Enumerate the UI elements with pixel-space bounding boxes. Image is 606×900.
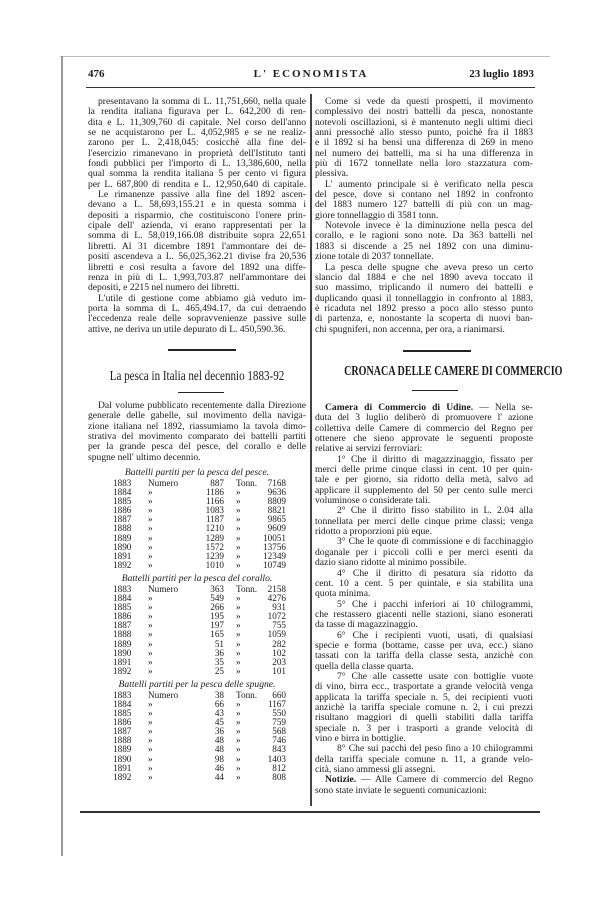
text-line: 2° Che il diritto fisso stabilito in L. 2.04 alla [337,506,533,517]
text-line: slancio dal 1884 e che nel 1890 aveva toccato il [315,272,533,283]
article-intro [88,401,306,463]
column-divider [310,94,312,806]
text-line: spugne nell' ultimo decennio. [88,452,201,463]
page-number: 476 [88,68,105,80]
cell-numero-label: » [148,514,153,525]
text-line: corallo, e le ragioni sono note. Da 363 battelli nel [315,231,533,242]
text-line-content: — Alle Camere di commercio del Regno [356,775,533,786]
cell-tonnage: 1059 [267,629,286,640]
cell-tonn-label: » [236,559,241,570]
cell-year: 1887 [113,726,132,737]
paragraph [315,775,533,796]
cell-numero-label: » [148,620,153,631]
cell-numero-label: » [148,638,153,649]
list-item [315,537,533,568]
cell-tonnage: 9609 [267,523,286,534]
text-line: ridotto a proporzioni più eque. [315,527,432,538]
cell-boat-count: 45 [214,717,224,728]
text-line: 4° Che il diritto di pesatura sia ridotto da [337,568,533,579]
text-line: 1° Che il diritto di magazzinaggio, fissato per [337,454,533,465]
text-line: per L. 687,800 di rendita e L. 12,950,640 di capitale. [88,179,306,190]
cell-boat-count: 44 [214,771,224,782]
text-line: qual somma la rendita italiana 5 per cento vi figura [88,169,306,180]
text-line: sono state inviate le seguenti comunicazioni: [315,785,487,796]
text-line: chi spugniferi, non accenna, per ora, a rianimarsi. [315,324,505,335]
text-line: dita e L. 11,309,760 di capitale. Nel corso dell'anno [88,117,306,128]
cell-tonnage: 759 [272,717,286,728]
cell-boat-count: 36 [214,726,224,737]
cell-tonn-label: » [236,523,241,534]
cell-tonnage: 568 [272,726,286,737]
text-line: 8° Che sui pacchi del peso fino a 10 chilogrammi [337,744,533,755]
cell-year: 1889 [113,638,132,649]
text-line: suo massimo, triplicando il numero dei battelli e [315,283,533,294]
lead-heading: Camera di Commercio di Udine. [325,403,474,413]
cell-tonn-label: » [236,735,241,746]
cell-boat-count: 48 [214,744,224,755]
cell-year: 1887 [113,620,132,631]
text-line: quota minima. [315,589,371,600]
running-header [88,68,534,82]
fishing-tables [88,467,306,782]
text-line: depositi, e 2215 nel numero dei libretti. [88,283,240,294]
paragraph [88,294,306,335]
text-line: duta del 3 luglio deliberò di promuovere l' azione [315,413,533,424]
list-item [315,569,533,600]
text-line: la rendita italiana figurava per L. 642,200 di ren- [88,107,306,118]
cell-boat-count: 195 [210,611,224,622]
text-line: zione totale di 2037 tonnellate. [315,252,434,263]
cell-boat-count: 1572 [205,541,224,552]
cell-tonnage: 2158 [267,583,286,594]
text-line: più di 1672 tonnellate nella loro stazzatura com- [315,159,533,170]
cell-numero-label: » [148,762,153,773]
cell-year: 1889 [113,532,132,543]
list-item [315,672,533,744]
left-column-continued-text [88,97,306,335]
cell-boat-count: 1166 [205,496,224,507]
text-line: specie e forma (bottame, casse per uva, ecc.) siano [315,640,533,651]
cell-tonnage: 1403 [267,753,286,764]
cell-tonn-label: » [236,656,241,667]
text-line-content: — Nella se- [473,403,533,413]
right-column-text [315,97,533,335]
table-caption: Battelli partiti per la pesca del pesce. [124,467,270,478]
text-line: l'esercizio rimanevano in proprietà dell'Istituto tanti [88,148,306,159]
cell-numero-label: » [148,665,153,676]
table-caption: Battelli partiti per la pesca delle spugne. [118,678,276,690]
list-item [315,455,533,507]
text-line: zione italiana nel 1892, riassumiamo la tavola dimo- [88,421,306,432]
cell-tonnage: 9636 [267,487,286,498]
cell-tonn-label: » [236,487,241,498]
cell-boat-count: 36 [214,647,224,658]
cell-tonn-label: » [236,717,241,728]
data-table [88,679,306,782]
cell-tonnage: 10051 [263,532,286,543]
cell-boat-count: 38 [214,689,224,700]
cell-tonnage: 843 [272,744,286,755]
cell-boat-count: 98 [214,753,224,764]
cell-tonn-label: » [236,638,241,649]
cell-year: 1892 [113,665,132,676]
cell-year: 1889 [113,744,132,755]
cell-tonn-label: Tonn. [236,689,258,700]
text-line: è ricaduta nel 1892 presso a poco allo stesso punto [315,303,533,314]
text-line: La pesca delle spugne che aveva preso un certo [325,262,533,273]
cell-boat-count: 363 [210,583,224,594]
text-line: 6° Che i recipienti vuoti, usati, di qualsiasi [337,630,533,641]
text-line: porta la somma di L. 465,494.17, da cui detraendo [88,303,306,314]
cell-tonn-label: » [236,611,241,622]
section-rule [168,349,236,351]
cell-year: 1890 [113,541,132,552]
cell-tonn-label: » [236,602,241,613]
cell-year: 1888 [113,735,132,746]
cell-tonnage: 808 [272,771,286,782]
cell-numero-label: » [148,717,153,728]
cell-boat-count: 43 [214,708,224,719]
text-line: Le rimanenze passive alla fine del 1892 ascen- [98,190,306,201]
cell-boat-count: 1289 [205,532,224,543]
list-item [315,631,533,672]
text-line [315,775,533,785]
cell-numero-label: » [148,708,153,719]
cell-tonn-label: » [236,726,241,737]
cell-numero-label: » [148,647,153,658]
table-row [88,773,306,782]
text-line: tonnellata per merci delle cinque prime classi; venga [315,516,533,527]
cell-year: 1891 [113,762,132,773]
text-line: se ne acquistarono per L. 4,052,985 e se ne realiz- [88,128,306,139]
cell-year: 1886 [113,505,132,516]
text-line: notevoli oscillazioni, si è mantenuto negli ultimi dieci [315,117,533,128]
cell-tonn-label: » [236,708,241,719]
text-line: cipale dell' azienda, vi erano rappresentati per la [88,221,306,232]
cell-numero-label: » [148,698,153,709]
cell-numero-label: » [148,496,153,507]
cell-year: 1883 [113,689,132,700]
text-line: di vino, birra ecc., trasportate a grande velocità venga [315,682,533,693]
cell-year: 1892 [113,771,132,782]
text-line: libretti. Al 31 dicembre 1891 l'ammontare dei de- [88,241,306,252]
cell-boat-count: 165 [210,629,224,640]
text-line: risultano maggiori di quelli stabiliti dalla tariffa [315,713,533,724]
text-line: dazio siano ridotte al minimo possibile. [315,558,467,569]
journal-title: L' ECONOMISTA [253,68,369,80]
text-line: del 1883 numero 127 battelli di più con un mag- [315,200,533,211]
text-line: 1883 si discende a 25 nel 1892 con una diminu- [315,241,533,252]
lead-heading: Notizie. [325,775,357,786]
text-line: complessivo dei nostri battelli da pesca, nonostante [315,107,533,118]
cell-year: 1890 [113,647,132,658]
table-row [88,561,306,570]
text-line: che restassero giacenti nelle stazioni, siano esonerati [315,609,533,620]
chamber-of-commerce-section [315,403,533,796]
paragraph [315,263,533,335]
cell-tonnage: 1167 [267,698,286,709]
list-item [315,600,533,631]
cell-boat-count: 1210 [205,523,224,534]
cell-tonn-label: » [236,762,241,773]
cell-tonn-label: » [236,744,241,755]
cell-numero-label: » [148,532,153,543]
cell-boat-count: 51 [214,638,224,649]
text-line: L'utile di gestione come abbiamo già veduto im- [98,293,306,304]
section-title: CRONACA DELLE CAMERE DI COMMERCIO [344,364,563,379]
text-line: per la grande pesca del pesce, del corallo e delle [88,442,306,453]
text-line: strativa del movimento comparato dei battelli partiti [88,432,306,443]
cell-tonnage: 550 [272,708,286,719]
cell-tonnage: 12349 [263,550,286,561]
cell-boat-count: 1186 [205,487,224,498]
paragraph [315,180,533,221]
text-line: fondi pubblici per l'importo di L. 13,386,600, nella [88,159,306,170]
cell-tonnage: 8821 [267,505,286,516]
cell-tonn-label: » [236,505,241,516]
cell-year: 1888 [113,629,132,640]
cell-tonn-label: » [236,647,241,658]
text-line: L' aumento principale si è verificato nella pesca [325,179,533,190]
text-line: e il 1892 si ha bensì una differenza di 269 in meno [315,138,533,149]
text-line: giore tonnellaggio di 3581 tonn. [315,210,439,221]
text-line: tassati con la tariffa della classe sesta, anzichè con [315,651,533,662]
cell-tonnage: 755 [272,620,286,631]
text-line: della tariffa speciale comune n. 11, a grande velo- [315,754,533,765]
text-line: da tasse di magazzinaggio. [315,620,418,631]
cell-year: 1885 [113,602,132,613]
cell-tonnage: 660 [272,689,286,700]
cell-boat-count: 266 [210,602,224,613]
cell-tonnage: 1072 [267,611,286,622]
text-line: del pesce, dove si contano nel 1892 in confronto [315,190,533,201]
cell-boat-count: 1187 [205,514,224,525]
cell-tonn-label: Tonn. [236,583,258,594]
text-line: di partenza, e, nonostante la scoperta di nuovi ban- [315,314,533,325]
list-item [315,506,533,537]
cell-year: 1883 [113,583,132,594]
text-line: l'eccedenza reale delle sopravvenienze passive sulle [88,314,306,325]
cell-tonn-label: » [236,665,241,676]
text-line: applicata la tariffa speciale n. 5, dei recipienti vuoti [315,692,533,703]
text-line: presentavano la somma di L. 11,751,660, nella quale [98,97,306,107]
text-line: attive, ne deriva un utile depurato di L. 450,590.36. [88,324,286,335]
cell-tonnage: 102 [272,647,286,658]
paragraph [315,221,533,262]
text-line: depositi a risparmio, che costituiscono l'onere prin- [88,210,306,221]
cell-tonnage: 7168 [267,478,286,488]
cell-numero-label: » [148,505,153,516]
page-edge-left [61,56,63,856]
cell-year: 1883 [113,478,132,488]
cell-numero-label: » [148,753,153,764]
cell-tonn-label: » [236,514,241,525]
cell-tonn-label: » [236,532,241,543]
cell-numero-label: » [148,611,153,622]
cell-tonnage: 13756 [263,541,286,552]
text-line: plessiva. [315,169,349,180]
paragraph [88,190,306,293]
data-table [88,467,306,570]
text-line: anni pressochè allo stesso punto, poichè fra il 1883 [315,128,533,139]
cell-tonn-label: » [236,541,241,552]
text-line: Notevole invece è la diminuzione nella pesca del [325,221,533,232]
text-line: 3° Che le quote di commissione e di facchinaggio [337,537,533,548]
cell-tonnage: 8809 [267,496,286,507]
text-line: Come si vede da questi prospetti, il movimento [325,97,533,107]
cell-numero-label: » [148,593,153,604]
cell-numero-label: » [148,559,153,570]
cell-year: 1885 [113,496,132,507]
paragraph [315,403,533,455]
section-rule-right [403,350,471,352]
cell-year: 1884 [113,593,132,604]
cell-tonnage: 101 [272,665,286,676]
text-line [315,403,533,413]
page-edge-top [60,56,550,57]
cell-tonn-label: » [236,753,241,764]
cell-boat-count: 1239 [205,550,224,561]
text-line: collettiva delle Camere di commercio del Regno per [315,423,533,434]
cell-boat-count: 48 [214,735,224,746]
cell-year: 1891 [113,656,132,667]
cell-boat-count: 25 [214,665,224,676]
cell-boat-count: 1010 [205,559,224,570]
cell-numero-label: » [148,656,153,667]
paragraph [88,97,306,190]
text-line: cent. 10 a cent. 5 per quintale, e sia stabilita una [315,578,533,589]
cell-year: 1885 [113,708,132,719]
table-caption: Battelli partiti per la pesca del corallo. [121,572,273,584]
text-line: libretti e così resulta a favore del 1892 una diffe- [88,262,306,273]
cell-year: 1886 [113,717,132,728]
cell-year: 1886 [113,611,132,622]
cell-year: 1891 [113,550,132,561]
text-line: positi ascendeva a L. 56,025,362.21 divise fra 20,536 [88,252,306,263]
header-rule [86,87,535,88]
cell-numero-label: Numero [148,689,179,700]
cell-numero-label: » [148,629,153,640]
cell-tonnage: 812 [272,762,286,773]
cell-tonnage: 4276 [267,593,286,604]
article-title: La pesca in Italia nel decennio 1883-92 [109,368,285,383]
text-line: speciale n. 3 per i trasporti a grande velocità di [315,723,533,734]
cell-tonn-label: Tonn. [236,478,258,488]
table-row [88,667,306,676]
cell-year: 1887 [113,514,132,525]
text-line: anzichè la tariffa speciale comune n. 2, i cui prezzi [315,702,533,713]
text-line: duplicando quasi il tonnellaggio in confronto al 1883, [315,293,533,304]
cell-tonn-label: » [236,620,241,631]
cell-tonnage: 746 [272,735,286,746]
cell-boat-count: 46 [214,762,224,773]
text-line: merci delle prime cinque classi in cent. 10 per quin- [315,465,533,476]
cell-numero-label: » [148,541,153,552]
cell-boat-count: 66 [214,698,224,709]
list-item [315,744,533,775]
text-line: nel numero dei battelli, ma si ha una differenza in [315,148,533,159]
cell-boat-count: 887 [210,478,224,488]
paragraph [88,401,306,463]
title-rule [178,392,224,393]
text-line: Dal volume pubblicato recentemente dalla Direzione [98,401,306,411]
text-line: applicare il supplemento del 50 per cento sulle merci [315,485,533,496]
cell-year: 1890 [113,753,132,764]
cell-numero-label: Numero [148,478,179,488]
text-line: ottenere che sieno approvate le seguenti proposte [315,434,533,445]
section-title-rule [412,390,458,391]
cell-numero-label: » [148,744,153,755]
text-line: quella della classe quarta. [315,661,414,672]
text-line: somma di L. 58,019,166.08 distribuite sopra 22,651 [88,231,306,242]
data-table [88,573,306,676]
cell-year: 1884 [113,487,132,498]
text-line: voluminose o considerate tali. [315,496,431,507]
cell-boat-count: 1083 [205,505,224,516]
paragraph [315,97,533,180]
cell-tonn-label: » [236,698,241,709]
text-line: relative ai servizi ferroviari: [315,444,423,455]
footer-rule [80,811,540,813]
cell-tonn-label: » [236,550,241,561]
text-line: renza in più di L. 1,993,703.87 nell'ammontare dei [88,272,306,283]
issue-date: 23 luglio 1893 [469,68,534,80]
text-line: vino e birra in bottiglie. [315,734,406,744]
cell-tonnage: 282 [272,638,286,649]
text-line: zarono per L. 2,418,045: cosicchè alla fine del- [88,138,306,149]
cell-boat-count: 549 [210,593,224,604]
cell-numero-label: » [148,602,153,613]
cell-year: 1892 [113,559,132,570]
text-line: tale e per giorno, sia ridotto della metà, salvo ad [315,475,533,486]
cell-numero-label: » [148,523,153,534]
cell-tonnage: 9865 [267,514,286,525]
cell-numero-label: » [148,487,153,498]
cell-year: 1884 [113,698,132,709]
cell-numero-label: » [148,771,153,782]
text-line: doganale per i piccoli colli e per merci esenti da [315,547,533,558]
cell-numero-label: » [148,726,153,737]
text-line: 5° Che i pacchi inferiori ai 10 chilogrammi, [337,599,533,610]
cell-numero-label: » [148,550,153,561]
cell-year: 1888 [113,523,132,534]
cell-tonnage: 203 [272,656,286,667]
cell-tonn-label: » [236,496,241,507]
text-line: 7° Che alle cassette usate con bottiglie vuote [337,671,533,682]
cell-boat-count: 197 [210,620,224,631]
cell-tonn-label: » [236,629,241,640]
cell-boat-count: 35 [214,656,224,667]
cell-numero-label: Numero [148,583,179,594]
text-line: cità, siano ammessi gli assegni. [315,765,436,776]
cell-tonnage: 931 [272,602,286,613]
cell-tonnage: 10749 [263,559,286,570]
cell-tonn-label: » [236,593,241,604]
cell-tonn-label: » [236,771,241,782]
cell-numero-label: » [148,735,153,746]
text-line: generale delle gabelle, sul movimento della naviga- [88,411,306,422]
text-line: devano a L. 58,693,155.21 e in questa somma i [88,200,306,211]
